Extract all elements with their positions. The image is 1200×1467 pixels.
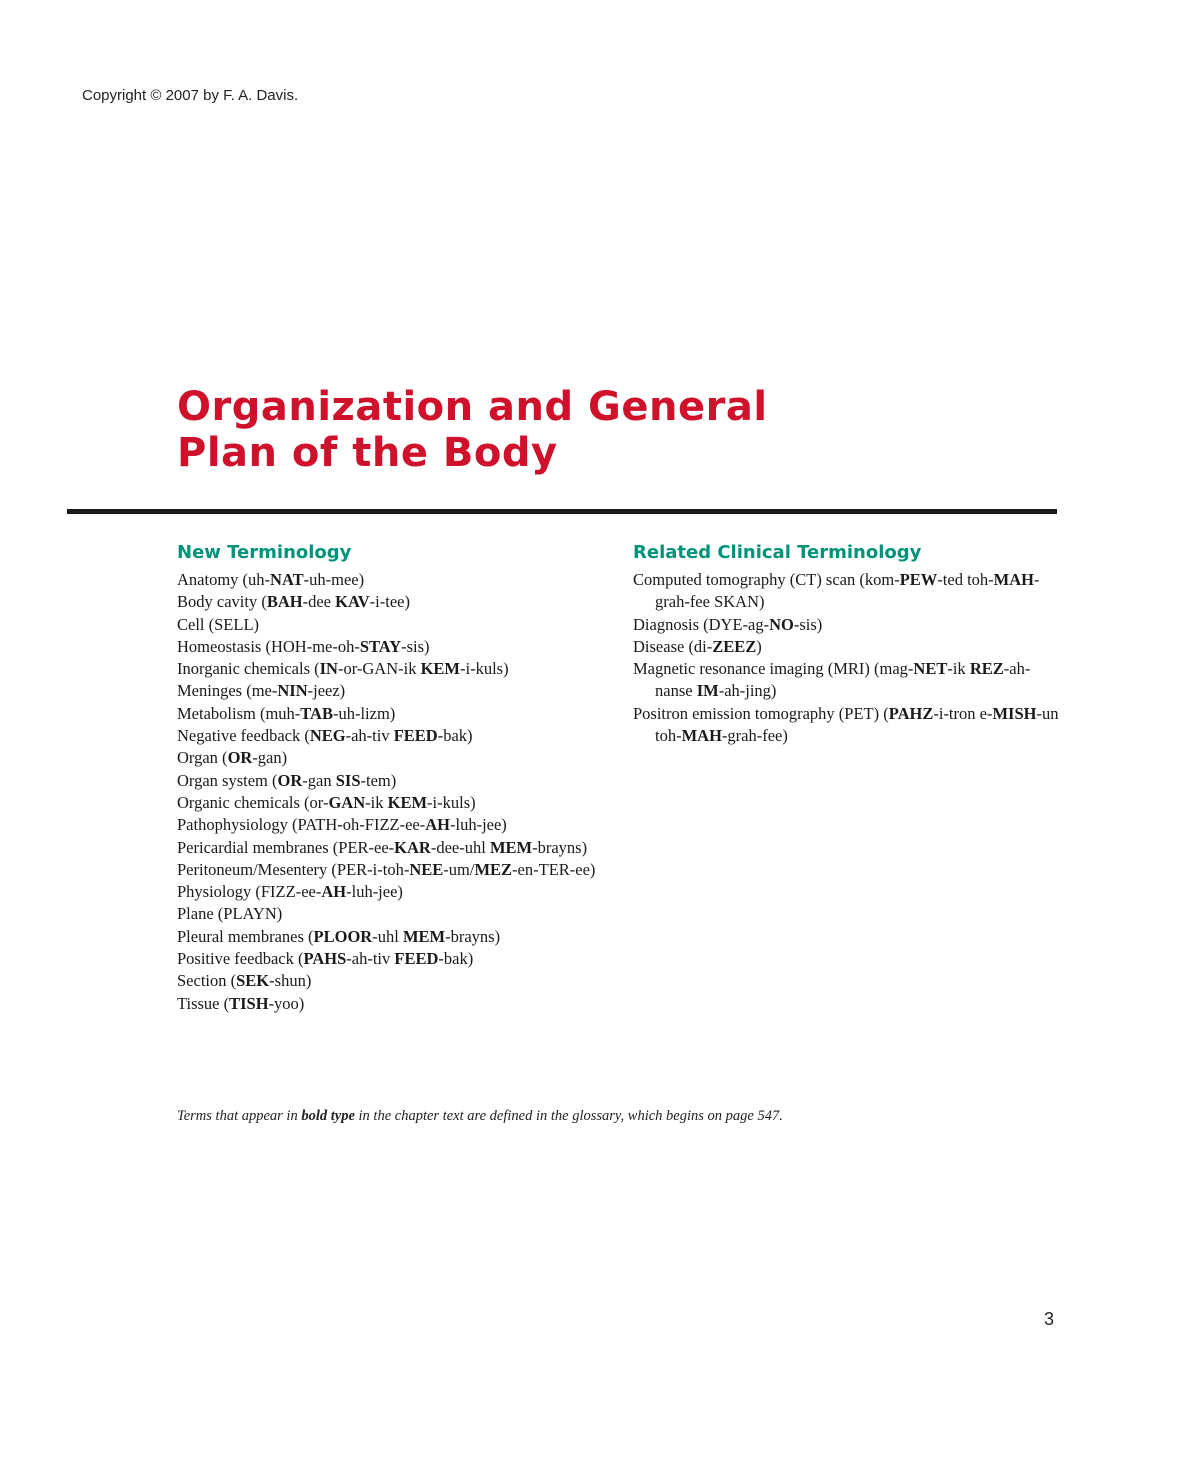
pronunciation-stress: PLOOR bbox=[313, 926, 373, 946]
term-text: Negative feedback ( bbox=[177, 726, 310, 746]
term-text: -jeez) bbox=[307, 681, 346, 701]
pronunciation-stress: PEW bbox=[899, 570, 938, 589]
pronunciation-stress: GAN bbox=[328, 792, 366, 812]
term-item bbox=[177, 837, 607, 859]
term-text: in the chapter text are defined in the glossary, which begins on page 547. bbox=[354, 1108, 783, 1124]
term-item bbox=[177, 703, 607, 725]
term-item bbox=[177, 970, 607, 992]
term-text: Diagnosis (DYE-ag- bbox=[633, 614, 770, 634]
term-item bbox=[177, 680, 607, 702]
term-text: Positron emission tomography (PET) ( bbox=[633, 703, 889, 723]
pronunciation-stress: KEM bbox=[420, 659, 461, 679]
chapter-title-line-1: Organization and General bbox=[177, 384, 768, 430]
pronunciation-stress: SIS bbox=[335, 770, 361, 790]
term-text: -yoo) bbox=[268, 993, 305, 1013]
term-text: -ik bbox=[947, 659, 970, 679]
term-text: Plane (PLAYN) bbox=[177, 904, 283, 924]
term-text: Organic chemicals (or- bbox=[177, 792, 329, 812]
term-item bbox=[633, 703, 1063, 748]
pronunciation-stress: NO bbox=[769, 614, 794, 634]
term-text: ) bbox=[756, 636, 762, 656]
term-text: -sis) bbox=[793, 614, 823, 634]
term-item bbox=[177, 814, 607, 836]
term-item bbox=[177, 636, 607, 658]
term-text: Inorganic chemicals ( bbox=[177, 659, 320, 679]
term-text: Pericardial membranes (PER-ee- bbox=[177, 837, 395, 857]
term-text: Computed tomography (CT) scan (kom- bbox=[633, 570, 900, 589]
pronunciation-stress: AH bbox=[321, 882, 347, 902]
term-text: Physiology (FIZZ-ee- bbox=[177, 882, 322, 902]
term-text: Disease (di- bbox=[633, 636, 713, 656]
pronunciation-stress: KEM bbox=[387, 792, 428, 812]
pronunciation-stress: MEZ bbox=[474, 859, 513, 879]
term-text: -ah-jing) bbox=[718, 681, 777, 701]
term-text: -ah-nanse bbox=[655, 659, 1031, 701]
pronunciation-stress: PAHS bbox=[303, 949, 347, 969]
related-clinical-terminology-list bbox=[633, 569, 1063, 747]
term-item bbox=[177, 926, 607, 948]
term-text: Anatomy (uh- bbox=[177, 570, 271, 589]
pronunciation-stress: STAY bbox=[359, 636, 402, 656]
term-text: -brayns) bbox=[445, 926, 501, 946]
term-text: -en-TER-ee) bbox=[512, 859, 596, 879]
related-clinical-terminology-section bbox=[633, 541, 1063, 747]
pronunciation-stress: PAHZ bbox=[888, 703, 934, 723]
pronunciation-stress: NIN bbox=[277, 681, 308, 701]
pronunciation-stress: MAH bbox=[993, 570, 1034, 589]
term-text: -i-kuls) bbox=[460, 659, 509, 679]
term-text: -uh-lizm) bbox=[332, 703, 396, 723]
term-text: -dee-uhl bbox=[430, 837, 490, 857]
term-text: -grah-fee) bbox=[721, 726, 788, 746]
new-terminology-section bbox=[177, 541, 607, 1015]
pronunciation-stress: NAT bbox=[270, 570, 304, 589]
term-item bbox=[177, 591, 607, 613]
term-text: Positive feedback ( bbox=[177, 949, 304, 969]
new-terminology-list bbox=[177, 569, 607, 1015]
term-text: Homeostasis (HOH-me-oh- bbox=[177, 636, 360, 656]
term-item bbox=[177, 881, 607, 903]
pronunciation-stress: MEM bbox=[402, 926, 446, 946]
pronunciation-stress: BAH bbox=[266, 592, 303, 612]
pronunciation-stress: MISH bbox=[992, 703, 1037, 723]
term-text: Peritoneum/Mesentery (PER-i-toh- bbox=[177, 859, 410, 879]
title-divider bbox=[67, 509, 1057, 514]
term-text: Pleural membranes ( bbox=[177, 926, 314, 946]
term-text: -i-kuls) bbox=[427, 792, 476, 812]
term-text: Pathophysiology (PATH-oh-FIZZ-ee- bbox=[177, 815, 426, 835]
term-text: -um/ bbox=[443, 859, 475, 879]
term-item bbox=[177, 859, 607, 881]
term-item bbox=[633, 658, 1063, 703]
term-item bbox=[177, 993, 607, 1015]
pronunciation-stress: MAH bbox=[681, 726, 722, 746]
chapter-title bbox=[177, 384, 768, 476]
pronunciation-stress: ZEEZ bbox=[712, 636, 757, 656]
term-text: -shun) bbox=[269, 971, 312, 991]
term-item bbox=[177, 792, 607, 814]
term-text: -i-tron e- bbox=[933, 703, 993, 723]
term-item bbox=[633, 569, 1063, 614]
term-text: -or-GAN-ik bbox=[337, 659, 421, 679]
pronunciation-stress: NEG bbox=[309, 726, 346, 746]
term-item bbox=[177, 770, 607, 792]
pronunciation-stress: FEED bbox=[394, 949, 439, 969]
pronunciation-stress: NET bbox=[913, 659, 948, 679]
term-text: Magnetic resonance imaging (MRI) (mag- bbox=[633, 659, 914, 679]
pronunciation-stress: bold type bbox=[301, 1108, 355, 1124]
pronunciation-stress: IN bbox=[319, 659, 338, 679]
pronunciation-stress: TAB bbox=[300, 703, 333, 723]
term-item bbox=[177, 747, 607, 769]
pronunciation-stress: MEM bbox=[489, 837, 533, 857]
term-text: -luh-jee) bbox=[450, 815, 507, 835]
term-text: Body cavity ( bbox=[177, 592, 267, 612]
term-text: -grah-fee SKAN) bbox=[655, 570, 1040, 612]
term-item bbox=[177, 903, 607, 925]
term-text: -ik bbox=[365, 792, 388, 812]
term-text: -ted toh- bbox=[937, 570, 994, 589]
related-clinical-terminology-heading: Related Clinical Terminology bbox=[633, 542, 922, 563]
pronunciation-stress: SEK bbox=[236, 971, 270, 991]
pronunciation-stress: TISH bbox=[229, 993, 269, 1013]
term-text: Meninges (me- bbox=[177, 681, 278, 701]
pronunciation-stress: NEE bbox=[409, 859, 444, 879]
term-item bbox=[633, 636, 1063, 658]
term-text: -i-tee) bbox=[369, 592, 410, 612]
term-text: -dee bbox=[302, 592, 336, 612]
term-text: Organ system ( bbox=[177, 770, 278, 790]
page-number: 3 bbox=[1044, 1309, 1055, 1329]
pronunciation-stress: AH bbox=[425, 815, 450, 835]
term-item bbox=[633, 614, 1063, 636]
term-text: -ah-tiv bbox=[346, 949, 395, 969]
term-text: -un toh- bbox=[655, 703, 1059, 746]
pronunciation-stress: REZ bbox=[969, 659, 1004, 679]
term-text: Metabolism (muh- bbox=[177, 703, 301, 723]
pronunciation-stress: IM bbox=[696, 681, 719, 701]
term-text: -ah-tiv bbox=[345, 726, 394, 746]
term-text: -bak) bbox=[438, 949, 474, 969]
term-text: Section ( bbox=[177, 971, 237, 991]
term-item bbox=[177, 658, 607, 680]
term-item bbox=[177, 614, 607, 636]
term-item bbox=[177, 948, 607, 970]
term-text: Organ ( bbox=[177, 748, 228, 768]
pronunciation-stress: KAV bbox=[335, 592, 370, 612]
glossary-footnote bbox=[177, 1108, 783, 1125]
term-item bbox=[177, 569, 607, 591]
term-text: -bak) bbox=[437, 726, 473, 746]
pronunciation-stress: OR bbox=[277, 770, 303, 790]
term-text: -gan bbox=[302, 770, 336, 790]
term-text: -tem) bbox=[360, 770, 397, 790]
term-text: Tissue ( bbox=[177, 993, 230, 1013]
pronunciation-stress: FEED bbox=[393, 726, 438, 746]
term-text: Terms that appear in bbox=[177, 1108, 302, 1124]
term-item bbox=[177, 725, 607, 747]
chapter-title-line-2: Plan of the Body bbox=[177, 430, 558, 476]
term-text: -uh-mee) bbox=[303, 570, 365, 589]
term-text: -luh-jee) bbox=[346, 882, 403, 902]
copyright-notice: Copyright © 2007 by F. A. Davis. bbox=[82, 87, 299, 104]
pronunciation-stress: KAR bbox=[394, 837, 431, 857]
new-terminology-heading: New Terminology bbox=[177, 542, 352, 563]
term-text: Cell (SELL) bbox=[177, 614, 260, 634]
term-text: -uhl bbox=[372, 926, 403, 946]
term-text: -brayns) bbox=[532, 837, 588, 857]
pronunciation-stress: OR bbox=[227, 748, 253, 768]
term-text: -sis) bbox=[401, 636, 430, 656]
term-text: -gan) bbox=[252, 748, 288, 768]
